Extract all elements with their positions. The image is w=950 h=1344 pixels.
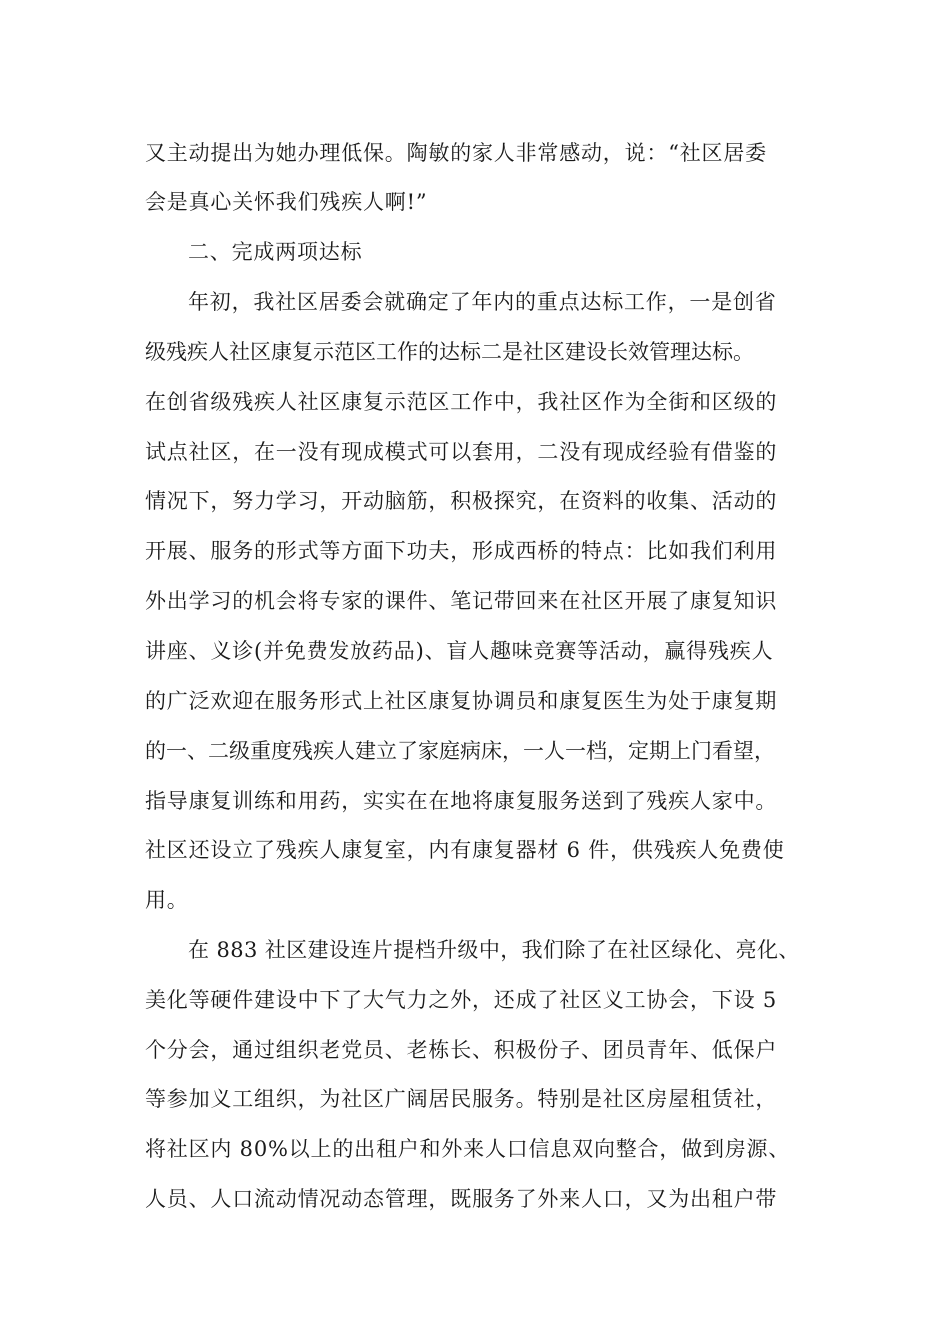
text-line: 的广泛欢迎在服务形式上社区康复协调员和康复医生为处于康复期 bbox=[145, 689, 778, 713]
text-line: 个分会，通过组织老党员、老栋长、积极份子、团员青年、低保户 bbox=[145, 1038, 778, 1062]
text-line: 社区还设立了残疾人康复室，内有康复器材 6 件，供残疾人免费使 bbox=[145, 838, 785, 862]
text-line: 讲座、义诊(并免费发放药品)、盲人趣味竞赛等活动，赢得残疾人 bbox=[145, 639, 774, 663]
text-line: 美化等硬件建设中下了大气力之外，还成了社区义工协会，下设 5 bbox=[145, 988, 778, 1012]
text-line: 试点社区，在一没有现成模式可以套用，二没有现成经验有借鉴的 bbox=[145, 440, 778, 464]
text-line: 人员、人口流动情况动态管理，既服务了外来人口，又为出租户带 bbox=[145, 1187, 778, 1211]
text-line: 在 883 社区建设连片提档升级中，我们除了在社区绿化、亮化、 bbox=[188, 938, 800, 962]
section-heading: 二、完成两项达标 bbox=[188, 240, 363, 264]
text-line: 年初，我社区居委会就确定了年内的重点达标工作，一是创省 bbox=[188, 290, 777, 314]
text-line: 用。 bbox=[145, 888, 189, 912]
text-line: 会是真心关怀我们残疾人啊!” bbox=[145, 190, 428, 214]
text-line: 将社区内 80%以上的出租户和外来人口信息双向整合，做到房源、 bbox=[145, 1137, 791, 1161]
text-line: 指导康复训练和用药，实实在在地将康复服务送到了残疾人家中。 bbox=[145, 789, 778, 813]
text-line: 开展、服务的形式等方面下功夫，形成西桥的特点：比如我们利用 bbox=[145, 539, 778, 563]
text-line: 情况下，努力学习，开动脑筋，积极探究，在资料的收集、活动的 bbox=[145, 489, 778, 513]
text-line: 在创省级残疾人社区康复示范区工作中，我社区作为全街和区级的 bbox=[145, 390, 778, 414]
text-line: 级残疾人社区康复示范区工作的达标二是社区建设长效管理达标。 bbox=[145, 340, 754, 364]
text-line: 的一、二级重度残疾人建立了家庭病床，一人一档，定期上门看望， bbox=[145, 739, 775, 763]
text-line: 等参加义工组织，为社区广阔居民服务。特别是社区房屋租赁社， bbox=[145, 1087, 778, 1111]
text-line: 又主动提出为她办理低保。陶敏的家人非常感动，说：“社区居委 bbox=[145, 141, 767, 165]
text-line: 外出学习的机会将专家的课件、笔记带回来在社区开展了康复知识 bbox=[145, 589, 778, 613]
